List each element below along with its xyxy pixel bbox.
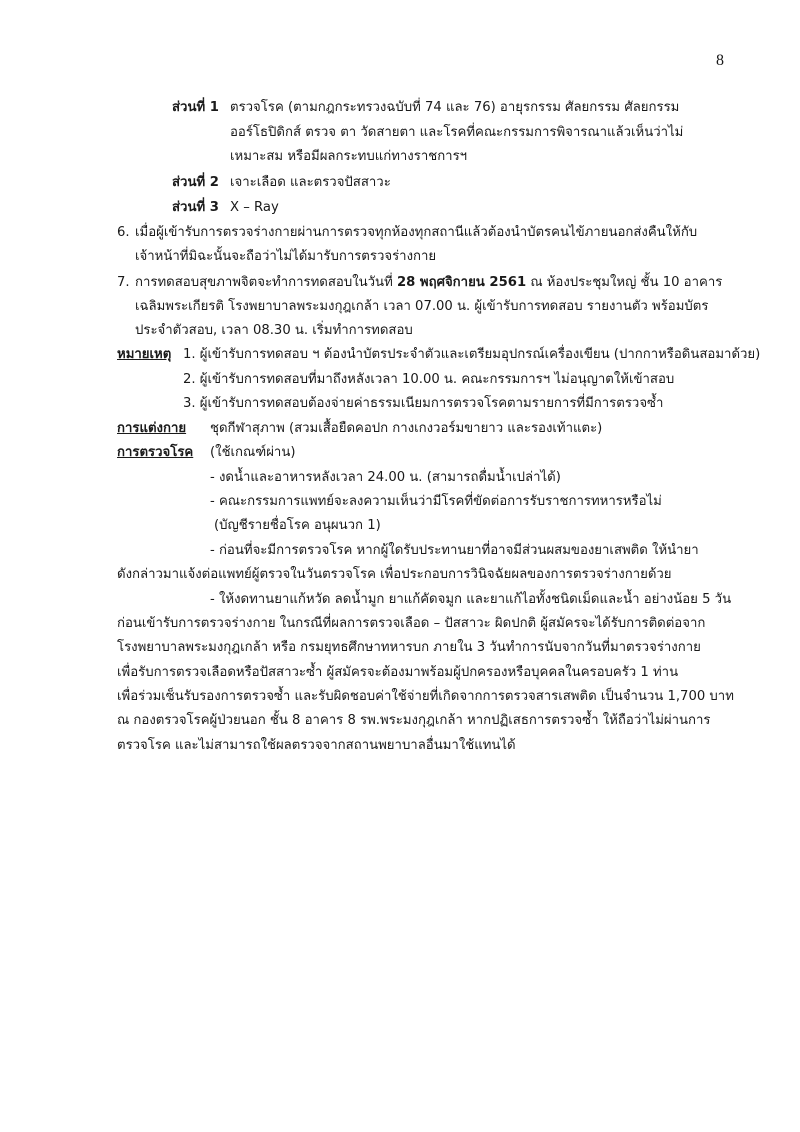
part-2-text: เจาะเลือด และตรวจปัสสาวะ xyxy=(230,175,391,190)
test-date: 28 พฤศจิกายน 2561 xyxy=(396,275,527,290)
item-6-text: เมื่อผู้เข้ารับการตรวจร่างกายผ่านการตรวจทุกห้องทุกสถานีแล้วต้องนำบัตรคนไข้ภายนอกส่งคืนให้กับ xyxy=(135,225,698,240)
part-1-label: ส่วนที่ 1 xyxy=(172,100,219,115)
exam-paragraph-2: ตรวจโรค และไม่สามารถใช้ผลตรวจจากสถานพยาบาลอื่นมาใช้แทนได้ xyxy=(117,738,516,753)
part-1-text: เหมาะสม หรือมีผลกระทบแก่ทางราชการฯ xyxy=(230,149,468,164)
part-2-label: ส่วนที่ 2 xyxy=(172,175,219,190)
item-6-text: เจ้าหน้าที่มิฉะนั้นจะถือว่าไม่ได้มารับการตรวจร่างกาย xyxy=(135,249,437,264)
note-item: 1. ผู้เข้ารับการทดสอบ ฯ ต้องนำบัตรประจำตัวและเตรียมอุปกรณ์เครื่องเขียน (ปากกาหรือดินสอมาด้วย) xyxy=(183,347,761,362)
item-7-post: ณ ห้องประชุมใหญ่ ชั้น 10 อาคาร xyxy=(526,275,723,290)
item-7-number: 7. xyxy=(117,275,130,290)
notes-label: หมายเหตุ xyxy=(117,347,172,362)
part-3-text: X – Ray xyxy=(230,200,279,215)
exam-paragraph-2: ก่อนเข้ารับการตรวจร่างกาย ในกรณีที่ผลการตรวจเลือด – ปัสสาวะ ผิดปกติ ผู้สมัครจะได้รับการติดต่อจาก xyxy=(117,616,706,631)
dress-label: การแต่งกาย xyxy=(117,421,187,436)
part-1-text: ออร์โธปิดิกส์ ตรวจ ตา วัดสายตา และโรคที่คณะกรรมการพิจารณาแล้วเห็นว่าไม่ xyxy=(230,125,684,140)
page-number: 8 xyxy=(716,52,724,69)
note-item: 3. ผู้เข้ารับการทดสอบต้องจ่ายค่าธรรมเนียมการตรวจโรคตามรายการที่มีการตรวจซ้ำ xyxy=(183,396,664,411)
exam-paragraph-2: เพื่อรับการตรวจเลือดหรือปัสสาวะซ้ำ ผู้สมัครจะต้องมาพร้อมผู้ปกครองหรือบุคคลในครอบครัว 1 ท่าน xyxy=(117,665,679,680)
exam-label: การตรวจโรค xyxy=(117,445,194,460)
exam-line: - งดน้ำและอาหารหลังเวลา 24.00 น. (สามารถดื่มน้ำเปล่าได้) xyxy=(210,470,561,485)
exam-paragraph-2: โรงพยาบาลพระมงกุฎเกล้า หรือ กรมยุทธศึกษาทหารบก ภายใน 3 วันทำการนับจากวันที่มาตรวจร่างกาย xyxy=(117,640,701,655)
exam-paragraph-2: เพื่อร่วมเซ็นรับรองการตรวจซ้ำ และรับผิดชอบค่าใช้จ่ายที่เกิดจากการตรวจสารเสพติด เป็นจำนวน 1,700 บาท xyxy=(117,689,734,704)
part-3-label: ส่วนที่ 3 xyxy=(172,200,219,215)
item-7-pre: การทดสอบสุขภาพจิตจะทำการทดสอบในวันที่ xyxy=(135,275,397,290)
part-1-text: ตรวจโรค (ตามกฎกระทรวงฉบับที่ 74 และ 76) อายุรกรรม ศัลยกรรม ศัลยกรรม xyxy=(230,100,680,115)
exam-line: (บัญชีรายชื่อโรค อนุผนวก 1) xyxy=(214,518,381,533)
exam-paragraph-1: - ก่อนที่จะมีการตรวจโรค หากผู้ใดรับประทานยาที่อาจมีส่วนผสมของยาเสพติด ให้นำยา xyxy=(210,543,699,558)
dress-value: ชุดกีฬาสุภาพ (สวมเสื้อยืดคอปก กางเกงวอร์มขายาว และรองเท้าแตะ) xyxy=(210,421,603,436)
note-item: 2. ผู้เข้ารับการทดสอบที่มาถึงหลังเวลา 10.00 น. คณะกรรมการฯ ไม่อนุญาตให้เข้าสอบ xyxy=(183,372,675,387)
exam-paragraph-2: - ให้งดทานยาแก้หวัด ลดน้ำมูก ยาแก้คัดจมูก และยาแก้ไอทั้งชนิดเม็ดและน้ำ อย่างน้อย 5 วัน xyxy=(210,592,732,607)
exam-value: (ใช้เกณฑ์ผ่าน) xyxy=(210,445,296,460)
item-7-text xyxy=(135,273,722,293)
item-7-text: ประจำตัวสอบ, เวลา 08.30 น. เริ่มทำการทดสอบ xyxy=(135,323,413,338)
exam-paragraph-2: ณ กองตรวจโรคผู้ป่วยนอก ชั้น 8 อาคาร 8 รพ.พระมงกุฎเกล้า หากปฏิเสธการตรวจซ้ำ ให้ถือว่าไม่ผ่านการ xyxy=(117,713,711,728)
exam-line: - คณะกรรมการแพทย์จะลงความเห็นว่ามีโรคที่ขัดต่อการรับราชการทหารหรือไม่ xyxy=(210,494,662,509)
item-7-text: เฉลิมพระเกียรติ โรงพยาบาลพระมงกุฎเกล้า เวลา 07.00 น. ผู้เข้ารับการทดสอบ รายงานตัว พร้อมบัตร xyxy=(135,299,709,314)
item-6-number: 6. xyxy=(117,225,130,240)
exam-paragraph-1: ดังกล่าวมาแจ้งต่อแพทย์ผู้ตรวจในวันตรวจโรค เพื่อประกอบการวินิจฉัยผลของการตรวจร่างกายด้วย xyxy=(117,567,672,582)
